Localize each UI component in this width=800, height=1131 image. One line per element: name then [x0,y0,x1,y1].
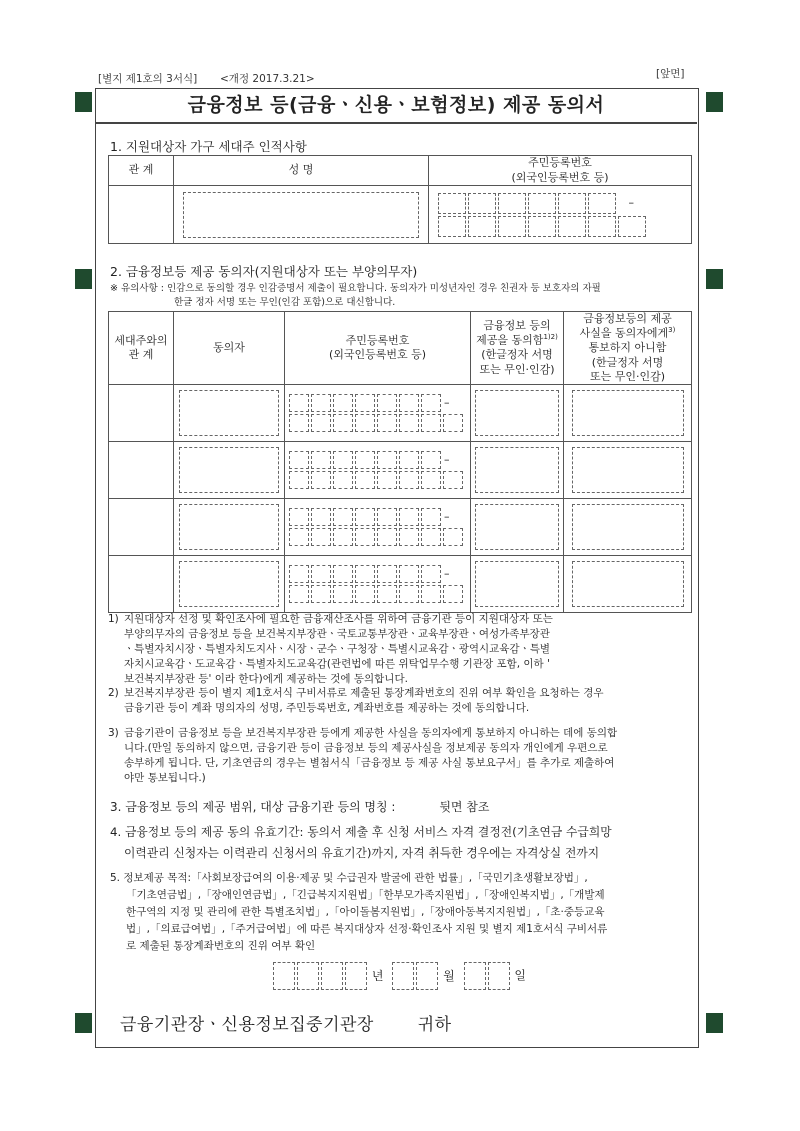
consent-cell [471,556,564,613]
id-dash: – [444,567,450,581]
col-consent-l2: 제공을 동의함 [476,334,544,348]
id-digit[interactable] [355,565,375,583]
date-field [272,962,526,990]
col-consent-l1: 금융정보 등의 [483,319,551,333]
id-digit[interactable] [333,565,353,583]
item5-line4: 법」,「의료급여법」,「주거급여법」에 따른 복지대상자 선정·확인조사 지원 및 별지 제1호서식 구비서류 [126,923,608,935]
registration-marker-top-left [75,92,92,112]
col-notify-l3: 통보하지 아니함 [588,341,667,355]
id-digit[interactable] [443,585,463,603]
consenter-row [109,385,692,442]
consenter-row [109,556,692,613]
revision-date: <개정 2017.3.21> [220,73,315,85]
householder-table [108,155,692,244]
notify-cell [564,442,692,499]
id-digit[interactable] [468,193,496,214]
relation-cell[interactable] [109,442,174,499]
item5-line5: 로 제출된 통장계좌번호의 진위 여부 확인 [126,940,316,952]
id-digit[interactable] [421,565,441,583]
item3 [110,798,490,816]
id-digit[interactable] [289,471,309,489]
id-digit[interactable] [333,528,353,546]
name-input[interactable] [183,192,419,238]
id-dash: – [628,196,634,209]
note-label: ※ 유의사항 : [110,283,164,294]
notify-cell [564,499,692,556]
notify-signature-box[interactable] [572,504,684,550]
id-digit[interactable] [421,585,441,603]
id-digit[interactable] [498,193,526,214]
id-cell [429,186,692,244]
id-digit[interactable] [443,528,463,546]
relation-cell[interactable] [109,385,174,442]
day-digit[interactable] [464,962,486,990]
year-digit[interactable] [273,962,295,990]
registration-marker-mid-right [706,269,723,289]
id-digit[interactable] [355,585,375,603]
note-line1: 인감으로 동의할 경우 인감증명서 제출이 필요합니다. 동의자가 미성년자인 경우 친권자 등 보호자의 자필 [166,283,601,294]
id-digit[interactable] [355,528,375,546]
id-digit[interactable] [399,471,419,489]
id-digit[interactable] [311,565,331,583]
col-relation [109,312,174,385]
id-digit[interactable] [588,193,616,214]
col-id [429,156,692,186]
registration-marker-bottom-left [75,1013,92,1033]
col-consent-l4: 또는 무인·인감) [479,362,555,376]
footnote-number: 3) [108,727,119,739]
id-digit[interactable] [399,451,419,469]
id-digit[interactable] [377,394,397,412]
notify-signature-box[interactable] [572,561,684,607]
id-digit[interactable] [443,471,463,489]
id-dash: – [444,510,450,524]
consent-signature-box[interactable] [475,561,559,607]
footnote-line: 보건복지부장관 등이 별지 제1호서식 구비서류로 제출된 통장계좌번호의 진위 여부 확인을 요청하는 경우 [124,687,604,699]
id-digit[interactable] [311,414,331,432]
col-name: 성 명 [174,156,429,186]
day-label: 일 [514,968,526,983]
item4-line2: 이력관리 신청자는 이력관리 신청서의 유효기간)까지, 자격 취득한 경우에는 자격상실 전까지 [124,846,600,860]
relation-cell[interactable] [109,499,174,556]
id-digit[interactable] [443,414,463,432]
id-digit[interactable] [421,471,441,489]
footnote-line: 보건복지부장관 등' 이라 한다)에게 제공하는 것에 동의합니다. [124,673,408,685]
id-digit[interactable] [355,414,375,432]
id-digit[interactable] [377,471,397,489]
item5-line1: 5. 정보제공 목적:「사회보장급여의 이용·제공 및 수급권자 발굴에 관한 법률」,「국민기초생활보장법」, [110,872,588,884]
col-id-line2: (외국인등록번호 등) [511,170,609,184]
month-digit[interactable] [416,962,438,990]
section2-heading: 2. 금융정보등 제공 동의자(지원대상자 또는 부양의무자) [110,264,418,279]
id-digit[interactable] [421,528,441,546]
registration-marker-top-right [706,92,723,112]
recipient [120,1010,452,1035]
notify-cell [564,556,692,613]
id-digit[interactable] [289,508,309,526]
id-digit[interactable] [289,565,309,583]
col-relation-l2: 관 계 [128,348,154,362]
registration-marker-bottom-right [706,1013,723,1033]
consent-cell [471,499,564,556]
id-digit[interactable] [558,216,586,237]
page-title: 금융정보 등(금융ㆍ신용ㆍ보험정보) 제공 동의서 [95,88,697,124]
item5 [110,870,607,955]
footnote-line: 지원대상자 선정 및 확인조사에 필요한 금융재산조사를 위하여 금융기관 등이 지원대상자 또는 [124,613,553,625]
item3-value: 뒷면 참조 [439,800,490,814]
col-notify-l4: (한글정자 서명 [591,355,664,369]
id-digit[interactable] [618,216,646,237]
id-cell [285,442,471,499]
col-consent-l3: (한글정자 서명 [481,348,553,362]
id-digit[interactable] [289,451,309,469]
notify-signature-box[interactable] [572,447,684,493]
id-digit[interactable] [355,451,375,469]
id-cell [285,385,471,442]
id-digit[interactable] [377,565,397,583]
id-digit[interactable] [421,394,441,412]
item4-line1: 4. 금융정보 등의 제공 동의 유효기간: 동의서 제출 후 신청 서비스 자격 결정전(기초연금 수급희망 [110,825,612,839]
col-relation: 관 계 [109,156,174,186]
consent-signature-box[interactable] [475,447,559,493]
id-digit[interactable] [355,394,375,412]
footnote-text [124,612,553,687]
id-digit[interactable] [289,585,309,603]
item5-line2: 「기초연금법」,「장애인연금법」,「긴급복지지원법」「한부모가족지원법」,「장애인복지법」,「개발제 [126,889,605,901]
footnote-text [124,686,604,716]
id-digit[interactable] [333,508,353,526]
col-notify-l2: 사실을 동의자에게 [579,326,669,340]
page-side-label: [앞면] [656,68,685,80]
footnote-line: 부양의무자의 금융정보 등을 보건복지부장관ㆍ국토교통부장관ㆍ교육부장관ㆍ여성가족부장관 [124,628,550,640]
col-notify-l1: 금융정보등의 제공 [583,312,672,325]
footnote-line: 금융기관 등이 계좌 명의자의 성명, 주민등록번호, 계좌번호를 제공하는 것에 동의합니다. [124,702,530,714]
form-number: [별지 제1호의 3서식] [98,73,198,85]
col-id-line2: (외국인등록번호 등) [328,348,427,362]
consent-signature-box[interactable] [475,504,559,550]
id-digit[interactable] [421,508,441,526]
footnote-number: 2) [108,687,119,699]
id-digit[interactable] [468,216,496,237]
id-digit[interactable] [377,508,397,526]
section2-note [110,282,601,310]
consenter-cell [174,442,285,499]
id-digit[interactable] [311,394,331,412]
id-digit[interactable] [333,414,353,432]
consenter-row [109,499,692,556]
id-digit[interactable] [311,451,331,469]
year-digit[interactable] [345,962,367,990]
consenter-name-input[interactable] [179,447,279,493]
id-cell [285,499,471,556]
footnote-line: 송부하게 됩니다. 단, 기초연금의 경우는 별첨서식「금융정보 등 제공 사실 통보요구서」를 추가로 제출하여 [124,757,615,769]
notify-signature-box[interactable] [572,390,684,436]
id-digit[interactable] [558,193,586,214]
id-digit[interactable] [377,585,397,603]
id-digit[interactable] [498,216,526,237]
note-line2: 한글 정자 서명 또는 무인(인감 포함)으로 대신합니다. [174,297,396,308]
id-digit[interactable] [355,508,375,526]
recipient-name: 금융기관장ㆍ신용정보집중기관장 [120,1015,374,1035]
id-dash: – [444,453,450,467]
id-digit[interactable] [289,528,309,546]
recipient-suffix: 귀하 [417,1015,452,1035]
col-consent [471,312,564,385]
id-digit[interactable] [399,528,419,546]
item4 [110,822,612,864]
col-notify-sup: 3) [668,326,676,335]
id-digit[interactable] [333,451,353,469]
section1-heading: 1. 지원대상자 가구 세대주 인적사항 [110,139,307,154]
id-digit[interactable] [399,565,419,583]
name-cell [174,186,429,244]
footnote-line: 자치시교육감ㆍ도교육감ㆍ특별자치도교육감(관련법에 따른 위탁업무수행 기관장 포함, 이하 ' [124,658,550,670]
month-digit[interactable] [392,962,414,990]
id-digit[interactable] [528,216,556,237]
item3-label: 3. 금융정보 등의 제공 범위, 대상 금융기관 등의 명칭 : [110,800,396,814]
col-consent-sup: 1)2) [543,333,558,342]
id-digit[interactable] [377,414,397,432]
id-digit[interactable] [528,193,556,214]
id-digit[interactable] [377,451,397,469]
consenter-table [108,311,692,613]
id-digit[interactable] [421,414,441,432]
id-digit[interactable] [333,471,353,489]
id-digit[interactable] [289,414,309,432]
footnote-line: 야만 통보됩니다.) [124,772,206,784]
id-digit[interactable] [333,585,353,603]
footnote-line: ㆍ특별자치시장ㆍ특별자치도지사ㆍ시장ㆍ군수ㆍ구청장ㆍ특별시교육감ㆍ광역시교육감ㆍ특별 [124,643,551,655]
id-digit[interactable] [399,414,419,432]
consenter-name-input[interactable] [179,390,279,436]
notify-cell [564,385,692,442]
id-digit[interactable] [588,216,616,237]
consent-cell [471,442,564,499]
consenter-cell [174,556,285,613]
consent-cell [471,385,564,442]
id-digit[interactable] [399,508,419,526]
col-notify [564,312,692,385]
col-id-line1: 주민등록번호 [345,333,410,347]
item5-line3: 한구역의 지정 및 관리에 관한 특별조치법」,「아이돌봄지원법」,「장애아동복지지원법」,「초·중등교육 [126,906,605,918]
col-consenter: 동의자 [174,312,285,385]
col-relation-l1: 세대주와의 [114,333,168,347]
consent-signature-box[interactable] [475,390,559,436]
col-id-line1: 주민등록번호 [528,156,592,170]
col-notify-l5: 또는 무인·인감) [589,369,666,383]
relation-cell[interactable] [109,186,174,244]
id-digit[interactable] [333,394,353,412]
relation-cell[interactable] [109,556,174,613]
id-digit[interactable] [421,451,441,469]
consenter-cell [174,385,285,442]
id-digit[interactable] [289,394,309,412]
footnote-number: 1) [108,613,119,625]
id-cell [285,556,471,613]
id-digit[interactable] [438,193,466,214]
id-digit[interactable] [311,585,331,603]
consenter-name-input[interactable] [179,561,279,607]
day-digit[interactable] [488,962,510,990]
year-label: 년 [371,968,384,983]
registration-marker-mid-left [75,269,92,289]
year-digit[interactable] [297,962,319,990]
footnote-line: 니다.(만일 동의하지 않으면, 금융기관 등이 금융정보 등의 제공사실을 정보제공 동의자 개인에게 우편으로 [124,742,608,754]
id-digit[interactable] [377,528,397,546]
id-digit[interactable] [438,216,466,237]
month-label: 월 [443,968,455,983]
id-digit[interactable] [399,585,419,603]
footnote-line: 금융기관이 금융정보 등을 보건복지부장관 등에게 제공한 사실을 동의자에게 통보하지 아니하는 데에 동의합 [124,727,618,739]
id-digit[interactable] [399,394,419,412]
footnote-text [124,726,617,786]
year-digit[interactable] [321,962,343,990]
consenter-name-input[interactable] [179,504,279,550]
col-id [285,312,471,385]
id-digit[interactable] [355,471,375,489]
id-dash: – [444,396,450,410]
consenter-cell [174,499,285,556]
id-digit[interactable] [311,528,331,546]
consenter-row [109,442,692,499]
id-digit[interactable] [311,471,331,489]
id-digit[interactable] [311,508,331,526]
